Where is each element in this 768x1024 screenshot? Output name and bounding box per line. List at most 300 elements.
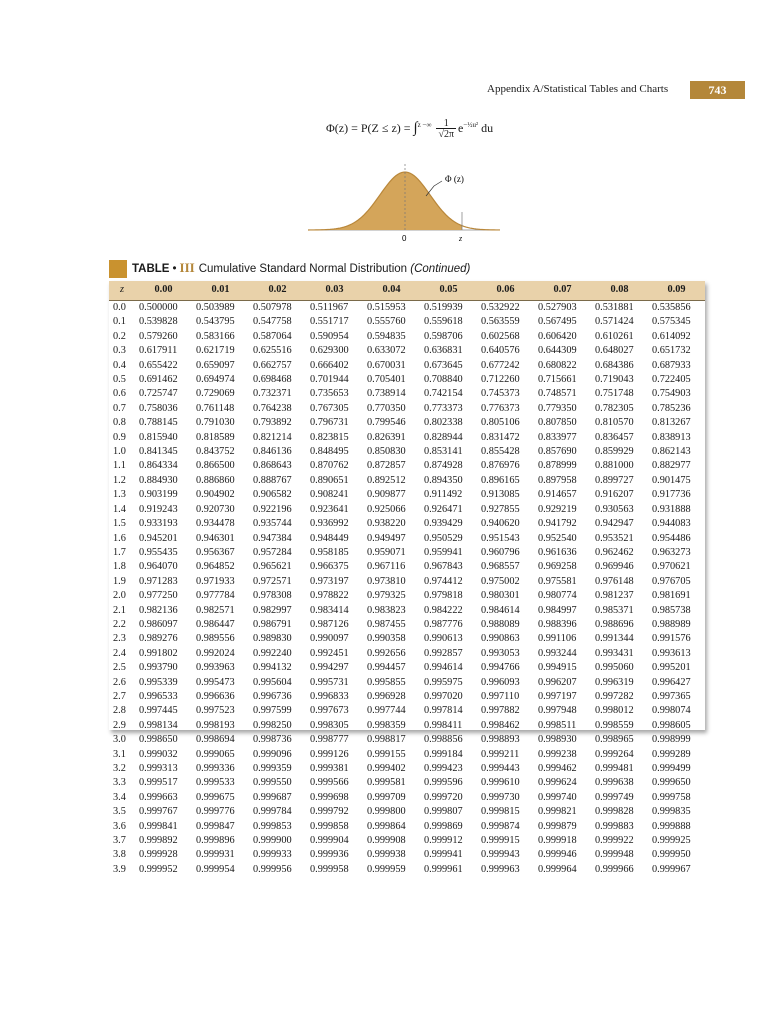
probability-cell: 0.999758 [652, 791, 691, 803]
probability-cell: 0.977250 [139, 590, 178, 602]
caption-label: TABLE [132, 263, 170, 275]
page-number: 743 [690, 81, 745, 99]
table-row [109, 575, 705, 589]
probability-cell: 0.974412 [424, 575, 463, 587]
probability-cell: 0.999289 [652, 748, 691, 760]
curve-label: Φ (z) [445, 174, 464, 184]
probability-cell: 0.999784 [253, 806, 292, 818]
caption-continued: (Continued) [410, 263, 471, 275]
probability-cell: 0.997445 [139, 705, 178, 717]
probability-cell: 0.986097 [139, 618, 178, 630]
probability-cell: 0.882977 [652, 460, 691, 472]
table-row [109, 330, 705, 344]
probability-cell: 0.843752 [196, 446, 235, 458]
probability-cell: 0.991344 [595, 633, 634, 645]
probability-cell: 0.859929 [595, 446, 634, 458]
probability-cell: 0.996736 [253, 690, 292, 702]
table-row [109, 459, 705, 473]
probability-cell: 0.836457 [595, 431, 634, 443]
probability-cell: 0.976705 [652, 575, 691, 587]
probability-cell: 0.999238 [538, 748, 577, 760]
probability-cell: 0.999443 [481, 763, 520, 774]
column-header: 0.08 [591, 281, 648, 301]
probability-cell: 0.999915 [481, 835, 520, 847]
z-value-cell: 3.3 [113, 777, 126, 789]
probability-cell: 0.999638 [595, 777, 634, 789]
probability-cell: 0.914657 [538, 489, 577, 501]
table-row [109, 805, 705, 819]
probability-cell: 0.920730 [196, 503, 235, 515]
probability-cell: 0.999359 [253, 763, 292, 774]
probability-cell: 0.999847 [196, 820, 235, 832]
probability-cell: 0.901475 [652, 474, 691, 486]
probability-cell: 0.870762 [310, 460, 349, 472]
probability-cell: 0.735653 [310, 388, 349, 400]
probability-cell: 0.998999 [652, 734, 691, 746]
probability-cell: 0.999918 [538, 835, 577, 847]
probability-cell: 0.833977 [538, 431, 577, 443]
probability-cell: 0.999596 [424, 777, 463, 789]
probability-cell: 0.855428 [481, 446, 520, 458]
probability-cell: 0.999402 [367, 763, 406, 774]
probability-cell: 0.579260 [139, 330, 178, 342]
table-row [109, 676, 705, 690]
probability-cell: 0.708840 [424, 374, 463, 386]
axis-zero-label: 0 [402, 234, 407, 243]
probability-cell: 0.997948 [538, 705, 577, 717]
probability-cell: 0.793892 [253, 417, 292, 429]
probability-cell: 0.888767 [253, 474, 292, 486]
probability-cell: 0.997197 [538, 690, 577, 702]
probability-cell: 0.995473 [196, 676, 235, 688]
probability-cell: 0.988089 [481, 618, 520, 630]
probability-cell: 0.896165 [481, 474, 520, 486]
probability-cell: 0.982136 [139, 604, 178, 616]
probability-cell: 0.555760 [367, 316, 406, 328]
probability-cell: 0.999381 [310, 763, 349, 774]
probability-cell: 0.989830 [253, 633, 292, 645]
z-value-cell: 3.4 [113, 791, 126, 803]
z-value-cell: 2.0 [113, 590, 126, 602]
probability-cell: 0.698468 [253, 374, 292, 386]
probability-cell: 0.999900 [253, 835, 292, 847]
probability-cell: 0.666402 [310, 359, 349, 371]
probability-cell: 0.959071 [367, 546, 406, 558]
probability-cell: 0.968557 [481, 561, 520, 573]
probability-cell: 0.984222 [424, 604, 463, 616]
probability-cell: 0.960796 [481, 546, 520, 558]
probability-cell: 0.957284 [253, 546, 292, 558]
table-row [109, 344, 705, 358]
probability-cell: 0.751748 [595, 388, 634, 400]
probability-cell: 0.982997 [253, 604, 292, 616]
probability-cell: 0.929219 [538, 503, 577, 515]
column-header: 0.00 [135, 281, 192, 301]
table-body [109, 301, 705, 878]
probability-cell: 0.515953 [367, 302, 406, 313]
probability-cell: 0.662757 [253, 359, 292, 371]
probability-cell: 0.999687 [253, 791, 292, 803]
probability-cell: 0.999792 [310, 806, 349, 818]
probability-cell: 0.947384 [253, 532, 292, 544]
probability-cell: 0.539828 [139, 316, 178, 328]
probability-cell: 0.939429 [424, 518, 463, 530]
probability-cell: 0.748571 [538, 388, 577, 400]
probability-cell: 0.992857 [424, 647, 463, 659]
probability-cell: 0.999675 [196, 791, 235, 803]
probability-cell: 0.705401 [367, 374, 406, 386]
probability-cell: 0.999961 [424, 863, 463, 875]
shaded-area [308, 172, 462, 230]
probability-cell: 0.998250 [253, 719, 292, 731]
probability-cell: 0.629300 [310, 345, 349, 357]
probability-cell: 0.999184 [424, 748, 463, 760]
probability-cell: 0.925066 [367, 503, 406, 515]
probability-cell: 0.687933 [652, 359, 691, 371]
probability-cell: 0.934478 [196, 518, 235, 530]
probability-cell: 0.982571 [196, 604, 235, 616]
probability-cell: 0.729069 [196, 388, 235, 400]
probability-cell: 0.999720 [424, 791, 463, 803]
probability-cell: 0.963273 [652, 546, 691, 558]
probability-cell: 0.999874 [481, 820, 520, 832]
probability-cell: 0.617911 [139, 345, 178, 357]
z-value-cell: 1.5 [113, 518, 126, 530]
probability-cell: 0.848495 [310, 446, 349, 458]
probability-cell: 0.999841 [139, 820, 178, 832]
probability-cell: 0.866500 [196, 460, 235, 472]
probability-cell: 0.892512 [367, 474, 406, 486]
probability-cell: 0.691462 [139, 374, 178, 386]
probability-cell: 0.969946 [595, 561, 634, 573]
formula-differential: du [478, 121, 494, 135]
probability-cell: 0.758036 [139, 402, 178, 414]
probability-cell: 0.981237 [595, 590, 634, 602]
caption-separator: • [172, 263, 177, 275]
probability-cell: 0.999948 [595, 849, 634, 861]
column-header: 0.06 [477, 281, 534, 301]
probability-cell: 0.995855 [367, 676, 406, 688]
probability-cell: 0.967116 [367, 561, 406, 573]
probability-cell: 0.559618 [424, 316, 463, 328]
probability-cell: 0.994297 [310, 662, 349, 674]
probability-cell: 0.970621 [652, 561, 691, 573]
column-header: 0.04 [363, 281, 420, 301]
table-row [109, 733, 705, 747]
table-row [109, 748, 705, 762]
probability-cell: 0.946301 [196, 532, 235, 544]
probability-cell: 0.999740 [538, 791, 577, 803]
probability-cell: 0.878999 [538, 460, 577, 472]
probability-cell: 0.969258 [538, 561, 577, 573]
probability-cell: 0.911492 [424, 489, 463, 501]
probability-cell: 0.916207 [595, 489, 634, 501]
probability-cell: 0.770350 [367, 402, 406, 414]
probability-cell: 0.999950 [652, 849, 691, 861]
probability-cell: 0.715661 [538, 374, 577, 386]
probability-cell: 0.993244 [538, 647, 577, 659]
probability-cell: 0.999908 [367, 835, 406, 847]
probability-cell: 0.999954 [196, 863, 235, 875]
probability-cell: 0.826391 [367, 431, 406, 443]
column-header: 0.05 [420, 281, 477, 301]
probability-cell: 0.992451 [310, 647, 349, 659]
probability-cell: 0.841345 [139, 446, 178, 458]
probability-cell: 0.993431 [595, 647, 634, 659]
probability-cell: 0.942947 [595, 518, 634, 530]
probability-cell: 0.788145 [139, 417, 178, 429]
normal-table-container [109, 281, 705, 875]
table-row [109, 719, 705, 733]
probability-cell: 0.999966 [595, 863, 634, 875]
z-value-cell: 1.3 [113, 489, 126, 501]
probability-cell: 0.785236 [652, 402, 691, 414]
z-value-cell: 0.7 [113, 402, 126, 414]
probability-cell: 0.738914 [367, 388, 406, 400]
table-row [109, 359, 705, 373]
probability-cell: 0.999336 [196, 763, 235, 774]
z-value-cell: 2.2 [113, 618, 126, 630]
table-row [109, 848, 705, 862]
probability-cell: 0.996533 [139, 690, 178, 702]
probability-cell: 0.828944 [424, 431, 463, 443]
z-value-cell: 1.4 [113, 503, 126, 515]
probability-cell: 0.985738 [652, 604, 691, 616]
probability-cell: 0.981691 [652, 590, 691, 602]
axis-z-label: z [459, 234, 463, 243]
probability-cell: 0.995975 [424, 676, 463, 688]
probability-cell: 0.567495 [538, 316, 577, 328]
probability-cell: 0.999964 [538, 863, 577, 875]
probability-cell: 0.742154 [424, 388, 463, 400]
probability-cell: 0.987455 [367, 618, 406, 630]
probability-cell: 0.999663 [139, 791, 178, 803]
table-row [109, 589, 705, 603]
probability-cell: 0.926471 [424, 503, 463, 515]
probability-cell: 0.954486 [652, 532, 691, 544]
probability-cell: 0.994915 [538, 662, 577, 674]
probability-cell: 0.998736 [253, 734, 292, 746]
formula-exponent: −½u² [463, 121, 479, 129]
probability-cell: 0.933193 [139, 518, 178, 530]
probability-cell: 0.996319 [595, 676, 634, 688]
z-value-cell: 3.6 [113, 820, 126, 832]
probability-cell: 0.997673 [310, 705, 349, 717]
formula-fraction [436, 118, 456, 140]
probability-cell: 0.917736 [652, 489, 691, 501]
probability-cell: 0.964852 [196, 561, 235, 573]
z-value-cell: 2.6 [113, 676, 126, 688]
column-header: 0.03 [306, 281, 363, 301]
probability-cell: 0.999815 [481, 806, 520, 818]
probability-cell: 0.764238 [253, 402, 292, 414]
probability-cell: 0.997523 [196, 705, 235, 717]
probability-cell: 0.868643 [253, 460, 292, 472]
probability-cell: 0.978822 [310, 590, 349, 602]
z-value-cell: 2.7 [113, 690, 126, 702]
probability-cell: 0.999423 [424, 763, 463, 774]
probability-cell: 0.551717 [310, 316, 349, 328]
probability-cell: 0.857690 [538, 446, 577, 458]
probability-cell: 0.998012 [595, 705, 634, 717]
probability-cell: 0.976148 [595, 575, 634, 587]
table-row [109, 315, 705, 329]
probability-cell: 0.909877 [367, 489, 406, 501]
probability-cell: 0.927855 [481, 503, 520, 515]
table-row [109, 474, 705, 488]
probability-cell: 0.999032 [139, 748, 178, 760]
probability-cell: 0.995731 [310, 676, 349, 688]
table-row [109, 301, 705, 316]
probability-cell: 0.998074 [652, 705, 691, 717]
probability-cell: 0.994614 [424, 662, 463, 674]
table-row [109, 791, 705, 805]
probability-cell: 0.994457 [367, 662, 406, 674]
probability-cell: 0.813267 [652, 417, 691, 429]
probability-cell: 0.999517 [139, 777, 178, 789]
probability-cell: 0.999967 [652, 863, 691, 875]
probability-cell: 0.993790 [139, 662, 178, 674]
probability-cell: 0.999896 [196, 835, 235, 847]
probability-cell: 0.999941 [424, 849, 463, 861]
probability-cell: 0.993053 [481, 647, 520, 659]
probability-cell: 0.945201 [139, 532, 178, 544]
probability-cell: 0.975581 [538, 575, 577, 587]
probability-cell: 0.999943 [481, 849, 520, 861]
probability-cell: 0.966375 [310, 561, 349, 573]
probability-cell: 0.965621 [253, 561, 292, 573]
probability-cell: 0.971933 [196, 575, 235, 587]
probability-cell: 0.951543 [481, 532, 520, 544]
probability-cell: 0.846136 [253, 446, 292, 458]
z-value-cell: 2.4 [113, 647, 126, 659]
probability-cell: 0.936992 [310, 518, 349, 530]
probability-cell: 0.975002 [481, 575, 520, 587]
probability-cell: 0.587064 [253, 330, 292, 342]
z-value-cell: 0.3 [113, 345, 126, 357]
probability-cell: 0.998359 [367, 719, 406, 731]
table-row [109, 517, 705, 531]
table-row [109, 834, 705, 848]
formula-exp-base: e [458, 121, 464, 135]
probability-cell: 0.999946 [538, 849, 577, 861]
probability-cell: 0.997020 [424, 690, 463, 702]
probability-cell: 0.621719 [196, 345, 235, 357]
probability-cell: 0.673645 [424, 359, 463, 371]
probability-cell: 0.980301 [481, 590, 520, 602]
probability-cell: 0.999126 [310, 748, 349, 760]
probability-cell: 0.999922 [595, 835, 634, 847]
probability-cell: 0.999828 [595, 806, 634, 818]
probability-cell: 0.796731 [310, 417, 349, 429]
probability-cell: 0.999904 [310, 835, 349, 847]
probability-cell: 0.997599 [253, 705, 292, 717]
probability-cell: 0.712260 [481, 374, 520, 386]
z-value-cell: 0.9 [113, 431, 126, 443]
probability-cell: 0.722405 [652, 374, 691, 386]
probability-cell: 0.999858 [310, 820, 349, 832]
probability-cell: 0.725747 [139, 388, 178, 400]
z-value-cell: 3.5 [113, 806, 126, 818]
probability-cell: 0.985371 [595, 604, 634, 616]
z-value-cell: 0.5 [113, 374, 126, 386]
z-value-cell: 1.0 [113, 446, 126, 458]
probability-cell: 0.930563 [595, 503, 634, 515]
formula-numerator: 1 [443, 118, 449, 130]
probability-cell: 0.984614 [481, 604, 520, 616]
probability-cell: 0.986791 [253, 618, 292, 630]
probability-cell: 0.903199 [139, 489, 178, 501]
probability-cell: 0.979818 [424, 590, 463, 602]
probability-cell: 0.677242 [481, 359, 520, 371]
probability-cell: 0.999963 [481, 863, 520, 875]
probability-cell: 0.543795 [196, 316, 235, 328]
probability-cell: 0.999952 [139, 863, 178, 875]
table-row [109, 373, 705, 387]
probability-cell: 0.998511 [538, 719, 577, 731]
probability-cell: 0.507978 [253, 302, 292, 313]
probability-cell: 0.906582 [253, 489, 292, 501]
probability-cell: 0.999800 [367, 806, 406, 818]
probability-cell: 0.519939 [424, 302, 463, 313]
probability-cell: 0.655422 [139, 359, 178, 371]
probability-cell: 0.767305 [310, 402, 349, 414]
table-header-row [109, 281, 705, 301]
table-row [109, 416, 705, 430]
table-row [109, 820, 705, 834]
probability-cell: 0.990863 [481, 633, 520, 645]
probability-cell: 0.948449 [310, 532, 349, 544]
probability-cell: 0.990097 [310, 633, 349, 645]
table-row [109, 560, 705, 574]
probability-cell: 0.853141 [424, 446, 463, 458]
z-value-cell: 1.8 [113, 561, 126, 573]
probability-cell: 0.547758 [253, 316, 292, 328]
probability-cell: 0.782305 [595, 402, 634, 414]
probability-cell: 0.648027 [595, 345, 634, 357]
probability-cell: 0.999883 [595, 820, 634, 832]
probability-cell: 0.999938 [367, 849, 406, 861]
probability-cell: 0.977784 [196, 590, 235, 602]
probability-cell: 0.850830 [367, 446, 406, 458]
z-value-cell: 1.2 [113, 474, 126, 486]
probability-cell: 0.776373 [481, 402, 520, 414]
probability-cell: 0.992656 [367, 647, 406, 659]
caption-marker [109, 260, 127, 278]
column-header: 0.01 [192, 281, 249, 301]
probability-cell: 0.999776 [196, 806, 235, 818]
probability-cell: 0.998193 [196, 719, 235, 731]
probability-cell: 0.527903 [538, 302, 577, 313]
table-row [109, 762, 705, 776]
probability-cell: 0.996207 [538, 676, 577, 688]
z-value-cell: 3.7 [113, 835, 126, 847]
probability-cell: 0.998930 [538, 734, 577, 746]
probability-cell: 0.996833 [310, 690, 349, 702]
z-value-cell: 0.0 [113, 302, 126, 313]
probability-cell: 0.999709 [367, 791, 406, 803]
probability-cell: 0.659097 [196, 359, 235, 371]
probability-cell: 0.998411 [424, 719, 463, 731]
probability-cell: 0.971283 [139, 575, 178, 587]
probability-cell: 0.831472 [481, 431, 520, 443]
probability-cell: 0.503989 [196, 302, 235, 313]
column-header: 0.07 [534, 281, 591, 301]
probability-cell: 0.991576 [652, 633, 691, 645]
probability-cell: 0.988396 [538, 618, 577, 630]
probability-cell: 0.999499 [652, 763, 691, 774]
z-value-cell: 2.5 [113, 662, 126, 674]
